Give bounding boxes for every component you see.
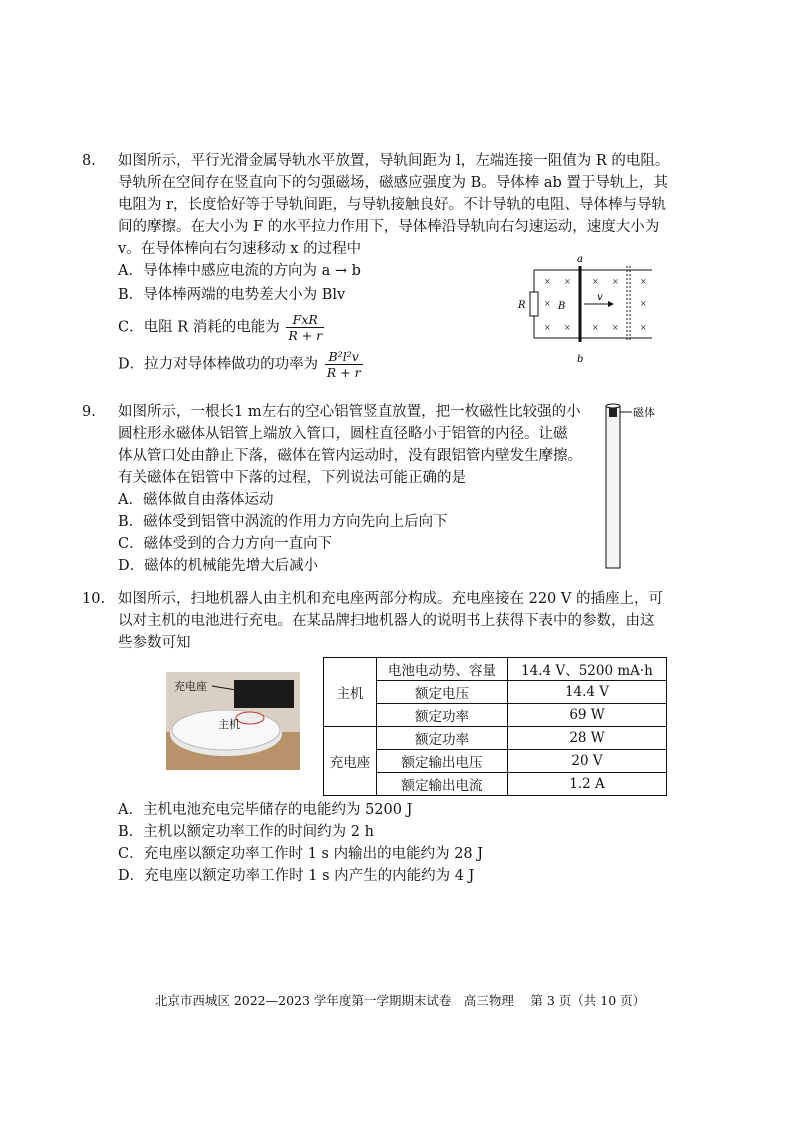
value-cell: 20 V [508,750,667,773]
option-c: C．磁体受到的合力方向一直向下 [118,536,333,552]
fraction-denominator: R + r [288,328,323,343]
option-d: D．充电座以额定功率工作时 1 s 内产生的内能约为 4 J [118,868,475,884]
host-label: 主机 [218,718,240,731]
stem-line: 些参数可知 [118,635,191,651]
label-B: B [558,301,566,312]
parameter-table [323,657,667,796]
magnet-label: 磁体 [633,406,655,419]
option-c: C．充电座以额定功率工作时 1 s 内输出的电能约为 28 J [118,846,484,862]
table-row [324,658,667,681]
field-cross: × [612,323,619,332]
label-a: a [577,254,583,265]
param-cell: 额定功率 [377,727,508,750]
param-cell: 额定输出电压 [377,750,508,773]
value-cell: 1.2 A [508,773,667,796]
aluminum-tube-figure [598,400,668,572]
stem-line: 体从管口处由静止下落，磁体在管内运动时，没有跟铝管内壁发生摩擦。 [118,448,582,464]
tube-opening [606,404,620,408]
label-R: R [518,300,526,311]
field-cross: × [544,277,551,286]
field-cross: × [640,323,647,332]
group-dock: 充电座 [324,727,377,796]
value-cell: 14.4 V [508,681,667,704]
param-cell: 额定功率 [377,704,508,727]
question-number: 8. [82,153,96,169]
stem-line: 有关磁体在铝管中下落的过程，下列说法可能正确的是 [118,470,466,486]
question-10-options [118,799,678,887]
stem-line: 圆柱形永磁体从铝管上端放入管口，圆柱直径略小于铝管的内径。让磁 [118,426,568,442]
question-10 [82,588,678,654]
table-row [324,727,667,750]
option-a: A．导体棒中感应电流的方向为 a → b [118,263,361,279]
option-b: B．主机以额定功率工作的时间约为 2 h [118,824,374,840]
fraction-denominator: R + r [326,365,361,380]
velocity-arrow-head [608,301,614,307]
stem-line: 导轨所在空间存在竖直向下的匀强磁场，磁感应强度为 B。导体棒 ab 置于导轨上，其 [118,175,668,191]
option-b: B．导体棒两端的电势差大小为 Blv [118,287,346,303]
fraction-c [286,312,324,343]
field-cross: × [592,323,599,332]
param-cell: 电池电动势、容量 [377,658,508,681]
stem-line: 间的摩擦。在大小为 F 的水平拉力作用下，导体棒沿导轨向右匀速运动，速度大小为 [118,219,660,235]
stem-line: 如图所示，平行光滑金属导轨水平放置，导轨间距为 l，左端连接一阻值为 R 的电阻。 [118,153,670,169]
stem-line: 以对主机的电池进行充电。在某品牌扫地机器人的说明书上获得下表中的参数，由这 [118,613,655,629]
value-cell: 28 W [508,727,667,750]
robot-vacuum-photo [166,672,300,770]
stem-line: 电阻为 r，长度恰好等于导轨间距，与导轨接触良好。不计导轨的电阻、导体棒与导轨 [118,197,667,213]
label-b: b [577,354,584,365]
label-v: v [597,292,603,303]
magnet [609,408,617,417]
robot-sensor [236,712,264,724]
charging-dock [234,680,294,708]
stem-line: 如图所示，一根长1 m左右的空心铝管竖直放置，把一枚磁性比较强的小 [118,404,581,420]
resistor [530,292,538,316]
option-c-text: C．电阻 R 消耗的电能为 [118,319,280,336]
value-cell: 69 W [508,704,667,727]
value-cell: 14.4 V、5200 mA·h [508,658,667,681]
param-cell: 额定电压 [377,681,508,704]
stem-line: 如图所示，扫地机器人由主机和充电座两部分构成。充电座接在 220 V 的插座上，可 [118,591,663,607]
question-number: 9. [82,404,96,420]
stem-line: v。在导体棒向右匀速移动 x 的过程中 [118,241,362,257]
field-cross: × [564,277,571,286]
field-cross: × [640,299,647,308]
option-a: A．主机电池充电完毕储存的电能约为 5200 J [118,802,413,818]
dock-label: 充电座 [174,680,207,693]
fraction-d [325,349,363,380]
group-host: 主机 [324,658,377,727]
param-cell: 额定输出电流 [377,773,508,796]
field-cross: × [592,277,599,286]
option-a: A．磁体做自由落体运动 [118,492,274,508]
option-b: B．磁体受到铝管中涡流的作用力方向先向上后向下 [118,514,448,530]
fraction-numerator: B²l²v [325,349,363,365]
aluminum-tube [606,406,620,568]
field-cross: × [544,323,551,332]
field-cross: × [544,299,551,308]
field-cross: × [564,323,571,332]
option-d-text: D．拉力对导体棒做功的功率为 [118,356,319,373]
question-number: 10. [82,591,106,607]
field-cross: × [640,277,647,286]
page-footer: 北京市西城区 2022—2023 学年度第一学期期末试卷 高三物理 第 3 页（共 10 页） [154,993,646,1008]
fraction-numerator: FxR [286,312,324,328]
option-d: D．磁体的机械能先增大后减小 [118,558,319,574]
rail-circuit-figure [512,252,662,370]
field-cross: × [612,277,619,286]
question-9 [82,401,678,577]
